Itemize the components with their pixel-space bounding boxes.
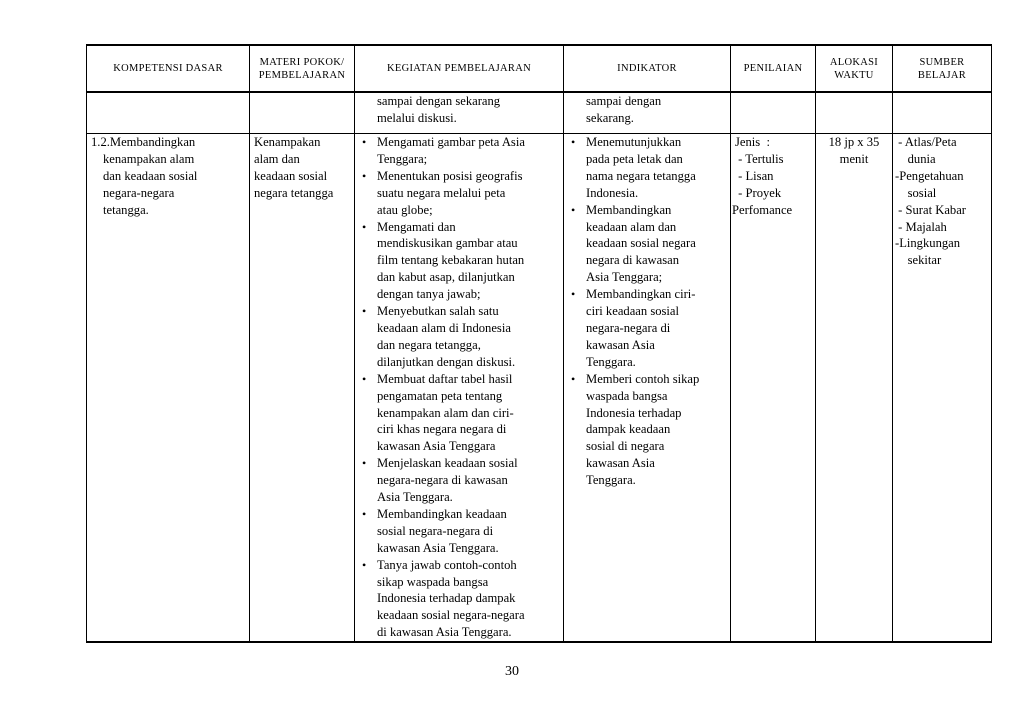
header-sumber: SUMBER BELAJAR (893, 45, 992, 92)
indikator-cell (564, 134, 731, 643)
header-penilaian: PENILAIAN (731, 45, 816, 92)
kegiatan-cell (355, 134, 564, 643)
materi-cell: Kenampakan alam dan keadaan sosial negara tetangga (250, 134, 355, 643)
header-row (87, 45, 992, 92)
kegiatan-item: • Mengamati gambar peta Asia Tenggara; (355, 134, 563, 168)
kegiatan-item: • Mengamati dan mendiskusikan gambar atau film tentang kebakaran hutan dan kabut asap, dilanjutkan dengan tanya jawab; (355, 219, 563, 304)
indikator-item: • Menemutunjukkan pada peta letak dan nama negara tetangga Indonesia. (564, 134, 730, 202)
cont-penilaian-cell (731, 92, 816, 134)
kegiatan-item: • Menjelaskan keadaan sosial negara-negara di kawasan Asia Tenggara. (355, 455, 563, 506)
syllabus-table (86, 44, 992, 643)
kegiatan-item: • Menentukan posisi geografis suatu negara melalui peta atau globe; (355, 168, 563, 219)
header-indikator: INDIKATOR (564, 45, 731, 92)
kegiatan-item: • Tanya jawab contoh-contoh sikap waspada bangsa Indonesia terhadap dampak keadaan sosial negara-negara di kawasan Asia Tenggara. (355, 557, 563, 642)
alokasi-cell: 18 jp x 35 menit (816, 134, 893, 643)
kegiatan-item: • Membuat daftar tabel hasil pengamatan peta tentang kenampakan alam dan ciri- ciri khas negara negara di kawasan Asia Tenggara (355, 371, 563, 456)
header-alokasi: ALOKASI WAKTU (816, 45, 893, 92)
header-kegiatan: KEGIATAN PEMBELAJARAN (355, 45, 564, 92)
cont-sumber-cell (893, 92, 992, 134)
indikator-item: • Membandingkan ciri- ciri keadaan sosial negara-negara di kawasan Asia Tenggara. (564, 286, 730, 371)
indikator-list (564, 134, 730, 489)
indikator-item: • Membandingkan keadaan alam dan keadaan sosial negara negara di kawasan Asia Tenggara; (564, 202, 730, 287)
cont-materi-cell (250, 92, 355, 134)
continuation-row (87, 92, 992, 134)
page-number: 30 (505, 664, 519, 679)
cont-kompetensi-cell (87, 92, 250, 134)
kegiatan-list (355, 134, 563, 641)
content-row (87, 134, 992, 643)
kompetensi-cell: 1.2.Membandingkan kenampakan alam dan keadaan sosial negara-negara tetangga. (87, 134, 250, 643)
header-kompetensi: KOMPETENSI DASAR (87, 45, 250, 92)
kegiatan-item: • Membandingkan keadaan sosial negara-negara di kawasan Asia Tenggara. (355, 506, 563, 557)
penilaian-cell: Jenis : - Tertulis - Lisan - Proyek Perfomance (731, 134, 816, 643)
indikator-item: • Memberi contoh sikap waspada bangsa Indonesia terhadap dampak keadaan sosial di negara kawasan Asia Tenggara. (564, 371, 730, 489)
kegiatan-item: • Menyebutkan salah satu keadaan alam di Indonesia dan negara tetangga, dilanjutkan dengan diskusi. (355, 303, 563, 371)
header-materi: MATERI POKOK/ PEMBELAJARAN (250, 45, 355, 92)
cont-alokasi-cell (816, 92, 893, 134)
cont-indikator-cell: sampai dengan sekarang. (564, 92, 731, 134)
cont-kegiatan-cell: sampai dengan sekarang melalui diskusi. (355, 92, 564, 134)
sumber-cell: - Atlas/Peta dunia -Pengetahuan sosial - Surat Kabar - Majalah -Lingkungan sekitar (893, 134, 992, 643)
